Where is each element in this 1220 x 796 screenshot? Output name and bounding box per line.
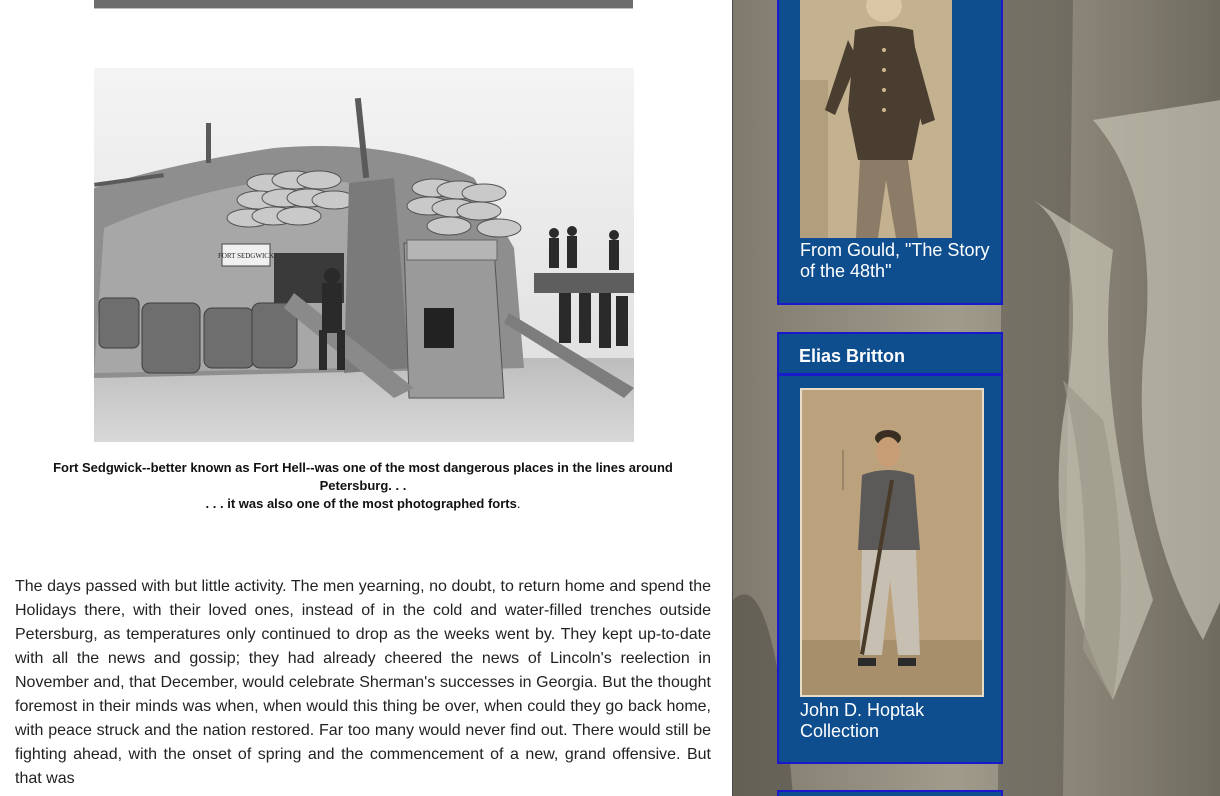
widget-2-caption: John D. Hoptak Collection	[800, 700, 925, 741]
elias-britton-portrait-illustration	[802, 390, 982, 695]
fort-sign	[218, 244, 274, 266]
caption-line-1: Fort Sedgwick--better known as Fort Hell--was one of the most dangerous places in the lines around Petersburg. . .	[53, 460, 673, 493]
widget-1-caption: From Gould, "The Story of the 48th"	[800, 240, 990, 281]
article-paragraph: The days passed with but little activity. The men yearning, no doubt, to return home and spend the Holidays there, with their loved ones, instead of in the cold and water-filled trenches outside Petersburg, as temperatures only continued to drop as the weeks went by. They kept up-to-date with all the news and gossip; they had already cheered the news of Lincoln's reelection in November and, that December, would celebrate Sherman's successes in Georgia. But the thought foremost in their minds was when, when would this thing be over, when could they go back home, with peace struck and the nation restored. Far too many would never find out. There would still be fighting ahead, with the onset of spring and the commencement of a new, grand offensive. But that was	[15, 578, 711, 787]
caption-line-2	[20, 495, 706, 513]
widget-title-elias-britton: Elias Britton	[779, 334, 1001, 376]
caption-line-2-period: .	[516, 496, 521, 511]
soldier-portrait-1-illustration	[800, 0, 952, 238]
photo-caption	[20, 459, 706, 513]
sidebar-widget-gould	[777, 0, 1003, 305]
sidebar-widget-next	[777, 790, 1003, 796]
soldier-portrait-1[interactable]	[800, 0, 952, 238]
previous-photo-edge	[94, 0, 633, 9]
fort-sedgwick-photo[interactable]	[94, 68, 634, 442]
fort-sedgwick-illustration	[94, 68, 634, 442]
fort-sign-text: FORT SEDGWICK	[217, 252, 275, 260]
sidebar	[732, 0, 1220, 796]
sidebar-widget-elias-britton	[777, 332, 1003, 764]
elias-britton-portrait[interactable]	[800, 388, 984, 697]
caption-line-2-text: . . . it was also one of the most photographed forts	[205, 496, 517, 511]
